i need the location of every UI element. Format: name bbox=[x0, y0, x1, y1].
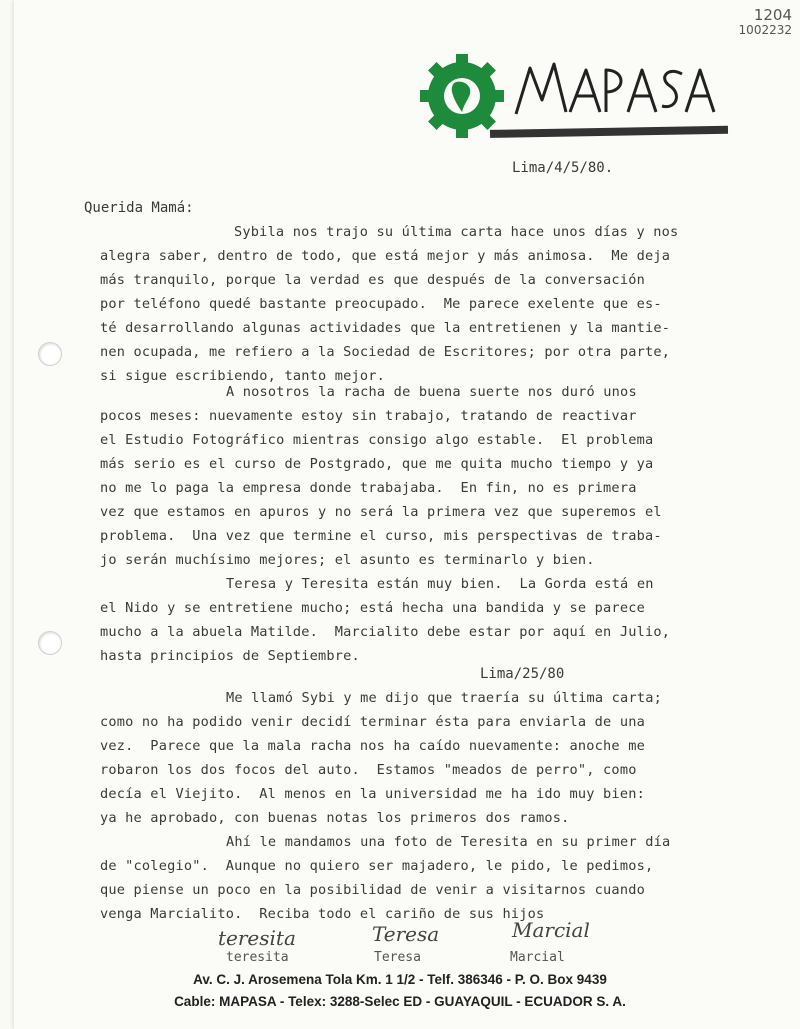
text-line: que piense un poco en la posibilidad de venir a visitarnos cuando bbox=[100, 882, 645, 898]
text-line: Me llamó Sybi y me dijo que traería su última carta; bbox=[226, 690, 662, 706]
text-line: el Estudio Fotográfico mientras consigo algo estable. El problema bbox=[100, 432, 654, 448]
text-line: pocos meses: nuevamente estoy sin trabajo, tratando de reactivar bbox=[100, 408, 637, 424]
mapasa-logo bbox=[420, 52, 740, 144]
text-line: Sybila nos trajo su última carta hace unos días y nos bbox=[234, 224, 679, 240]
text-line: vez que estamos en apuros y no será la primera vez que superemos el bbox=[100, 504, 662, 520]
typed-name-teresita: teresita bbox=[226, 950, 289, 965]
typed-name-teresa: Teresa bbox=[374, 950, 421, 965]
letter-date: Lima/4/5/80. bbox=[512, 160, 614, 176]
typed-name-marcial: Marcial bbox=[510, 950, 565, 965]
signature-teresa: Teresa bbox=[372, 922, 440, 946]
footer-contact: Cable: MAPASA - Telex: 3288-Selec ED - GUAYAQUIL - ECUADOR S. A. bbox=[174, 994, 626, 1009]
text-line: venga Marcialito. Reciba todo el cariño de sus hijos bbox=[100, 906, 545, 922]
text-line: Ahí le mandamos una foto de Teresita en su primer día bbox=[226, 834, 671, 850]
text-line: más tranquilo, porque la verdad es que después de la conversación bbox=[100, 272, 645, 288]
punch-hole-bottom bbox=[38, 631, 62, 655]
signature-marcial: Marcial bbox=[512, 918, 590, 942]
second-date: Lima/25/80 bbox=[480, 666, 565, 682]
archive-number: 1204 bbox=[753, 6, 792, 24]
text-line: problema. Una vez que termine el curso, mis perspectivas de traba- bbox=[100, 528, 662, 544]
brand-wordmark bbox=[516, 64, 714, 114]
greeting: Querida Mamá: bbox=[84, 200, 194, 216]
text-line: por teléfono quedé bastante preocupado. Me parece exelente que es- bbox=[100, 296, 662, 312]
text-line: robaron los dos focos del auto. Estamos "meados de perro", como bbox=[100, 762, 637, 778]
text-line: A nosotros la racha de buena suerte nos duró unos bbox=[226, 384, 637, 400]
text-line: vez. Parece que la mala racha nos ha caído nuevamente: anoche me bbox=[100, 738, 645, 754]
text-line: decía el Viejito. Al menos en la universidad me ha ido muy bien: bbox=[100, 786, 645, 802]
archive-marks bbox=[739, 8, 792, 38]
text-line: el Nido y se entretiene mucho; está hecha una bandida y se parece bbox=[100, 600, 645, 616]
text-line: como no ha podido venir decidí terminar ésta para enviarla de una bbox=[100, 714, 645, 730]
gear-icon bbox=[420, 54, 504, 138]
signature-teresita: teresita bbox=[218, 926, 296, 950]
text-line: mucho a la abuela Matilde. Marcialito debe estar por aquí en Julio, bbox=[100, 624, 671, 640]
text-line: ya he aprobado, con buenas notas los primeros dos ramos. bbox=[100, 810, 570, 826]
text-line: Teresa y Teresita están muy bien. La Gorda está en bbox=[226, 576, 654, 592]
text-line: no me lo paga la empresa donde trabajaba. En fin, no es primera bbox=[100, 480, 637, 496]
punch-hole-top bbox=[38, 342, 62, 366]
text-line: más serio es el curso de Postgrado, que me quita mucho tiempo y ya bbox=[100, 456, 654, 472]
text-line: hasta principios de Septiembre. bbox=[100, 648, 360, 664]
text-line: nen ocupada, me refiero a la Sociedad de Escritores; por otra parte, bbox=[100, 344, 671, 360]
text-line: de "colegio". Aunque no quiero ser majadero, le pido, le pedimos, bbox=[100, 858, 654, 874]
text-line: jo serán muchísimo mejores; el asunto es terminarlo y bien. bbox=[100, 552, 595, 568]
text-line: alegra saber, dentro de todo, que está mejor y más animosa. Me deja bbox=[100, 248, 671, 264]
archive-code: 1002232 bbox=[738, 23, 792, 37]
text-line: si sigue escribiendo, tanto mejor. bbox=[100, 368, 386, 384]
text-line: té desarrollando algunas actividades que la entretienen y la mantie- bbox=[100, 320, 671, 336]
footer-address: Av. C. J. Arosemena Tola Km. 1 1/2 - Telf. 386346 - P. O. Box 9439 bbox=[193, 972, 607, 987]
